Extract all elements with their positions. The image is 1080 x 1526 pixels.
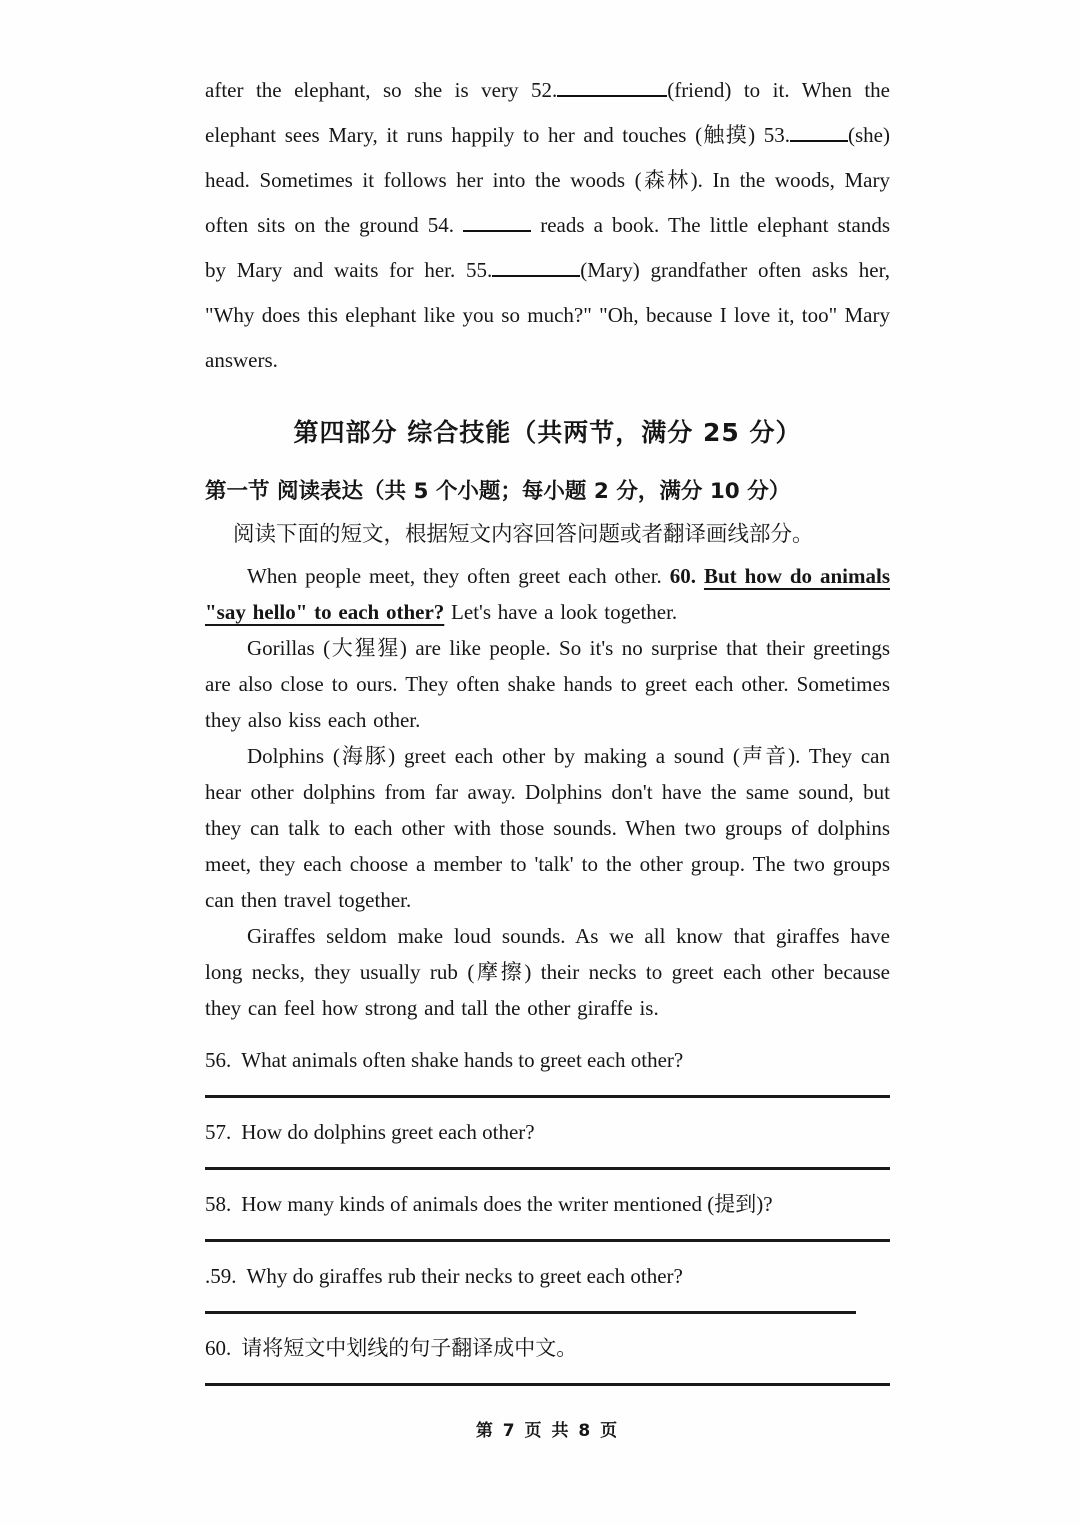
question-list [205, 1046, 890, 1386]
text-run: reads a book. The little elephant stands by Mary and waits for her. 55. [205, 213, 891, 282]
question-body: How do dolphins greet each other? [241, 1120, 535, 1144]
text-run: When people meet, they often greet each other. [247, 564, 670, 588]
text-run: Dolphins (海豚) greet each other by making a sound (声音). They can hear other dolphins from far away. Dolphins don't have the same sound, but they can talk to each other with those sounds. When two groups of dolphins meet, they each choose a member to 'talk' to the other group. The two groups can then travel together. [205, 744, 890, 912]
question-block [205, 1046, 890, 1098]
question-number: 58. [205, 1192, 232, 1216]
section-instruction: 阅读下面的短文，根据短文内容回答问题或者翻译画线部分。 [233, 522, 814, 546]
answer-blank [557, 74, 667, 97]
question-number: .59. [205, 1264, 237, 1288]
question-block [205, 1118, 890, 1170]
answer-line [205, 1383, 890, 1386]
question-block [205, 1190, 890, 1242]
question-number: 56. [205, 1048, 232, 1072]
answer-line [205, 1239, 890, 1242]
text-run: (friend) to it. When the elephant sees Mary, it runs happily to her and touches (触摸) 53. [205, 78, 890, 147]
text-run: (she) head. Sometimes it follows her into the woods (森林). In the woods, Mary often sits on the ground 54. [205, 123, 890, 237]
question-text [205, 1334, 890, 1362]
question-body: How many kinds of animals does the writer mentioned (提到)? [241, 1192, 773, 1216]
underlined-sentence: But how do animals "say hello" to each other? [205, 564, 891, 624]
answer-line [205, 1095, 890, 1098]
cloze-passage [205, 68, 890, 383]
question-block [205, 1334, 890, 1386]
section-subtitle: 第一节 阅读表达（共 5 个小题；每小题 2 分，满分 10 分） [205, 479, 791, 504]
question-text [205, 1190, 890, 1218]
page-footer: 第 7 页 共 8 页 [475, 1421, 620, 1441]
passage-paragraph [205, 558, 890, 630]
question-text [205, 1118, 890, 1146]
question-text [205, 1046, 890, 1074]
text-run: Gorillas (大猩猩) are like people. So it's no surprise that their greetings are also close to ours. They often shake hands to greet each other. Sometimes they also kiss each other. [205, 636, 890, 732]
text-run: Let's have a look together. [444, 600, 678, 624]
question-text [205, 1262, 890, 1290]
part-title: 第四部分 综合技能（共两节，满分 25 分） [293, 418, 802, 447]
question-number: 60. [205, 1336, 232, 1360]
text-run: (Mary) grandfather often asks her, "Why does this elephant like you so much?" "Oh, because I love it, too" Mary answers. [205, 258, 890, 372]
reading-passage [205, 558, 890, 1026]
question-body: What animals often shake hands to greet each other? [241, 1048, 684, 1072]
question-body: Why do giraffes rub their necks to greet each other? [246, 1264, 683, 1288]
answer-line [205, 1311, 856, 1314]
answer-line [205, 1167, 890, 1170]
answer-blank [790, 119, 848, 142]
passage-paragraph [205, 738, 890, 918]
passage-paragraph [205, 630, 890, 738]
question-block [205, 1262, 890, 1314]
answer-blank [492, 254, 580, 277]
text-run: after the elephant, so she is very 52. [205, 78, 558, 102]
answer-blank [463, 209, 531, 232]
bold-run: 60. [669, 564, 704, 588]
question-body: 请将短文中划线的句子翻译成中文。 [241, 1336, 578, 1360]
passage-paragraph [205, 918, 890, 1026]
text-run: Giraffes seldom make loud sounds. As we all know that giraffes have long necks, they usually rub (摩擦) their necks to greet each other because they can feel how strong and tall the other giraffe is. [205, 924, 890, 1020]
question-number: 57. [205, 1120, 232, 1144]
